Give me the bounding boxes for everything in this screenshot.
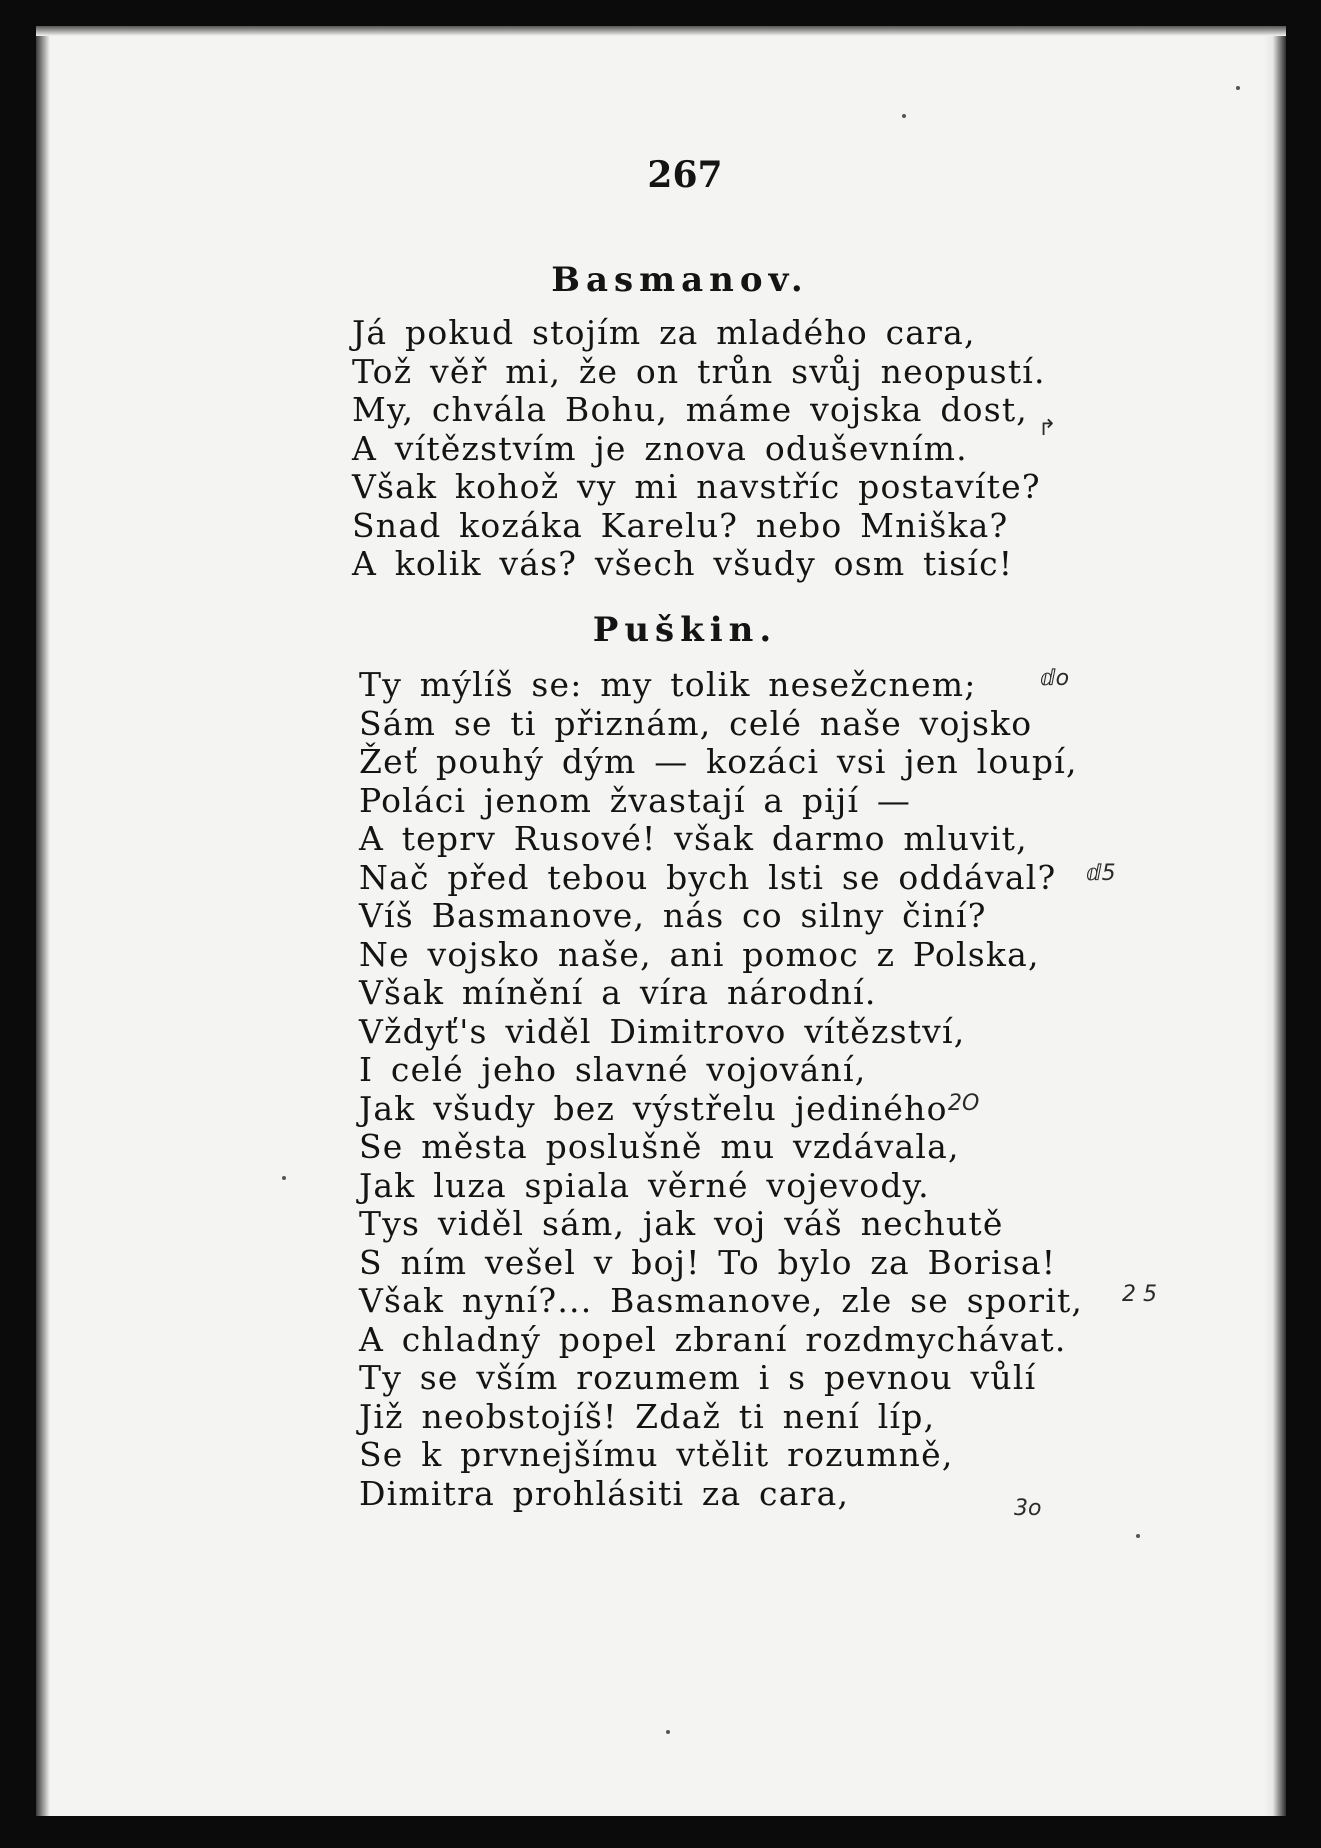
verse-line: A teprv Rusové! však darmo mluvit, bbox=[359, 819, 1028, 858]
verse-line: Žeť pouhý dým — kozáci vsi jen loupí, bbox=[359, 742, 1078, 781]
verse-line: Poláci jenom žvastají a pijí — bbox=[359, 780, 912, 820]
verse-stanza bbox=[352, 314, 1046, 584]
verse-line: Však kohož vy mi navstříc postavíte? bbox=[352, 467, 1041, 506]
verse-line: Jak všudy bez výstřelu jediného bbox=[359, 1088, 948, 1128]
paper-speck bbox=[1236, 86, 1240, 90]
verse-line: Již neobstojíš! Zdaž ti není líp, bbox=[359, 1396, 936, 1436]
margin-mark: 2O bbox=[948, 1091, 980, 1116]
verse-line: Dimitra prohlásiti za cara, bbox=[359, 1473, 850, 1513]
speaker-name: Basmanov. bbox=[551, 260, 809, 300]
verse-line: Však mínění a víra národní. bbox=[359, 973, 877, 1012]
verse-line: Se města poslušně mu vzdávala, bbox=[359, 1127, 960, 1166]
margin-mark: 2 5 bbox=[1122, 1282, 1157, 1307]
text-block bbox=[36, 26, 1286, 1816]
verse-line: Ty se vším rozumem i s pevnou vůlí bbox=[359, 1358, 1037, 1397]
verse-stanza bbox=[359, 666, 1083, 1513]
paper-speck bbox=[666, 1730, 670, 1734]
paper-sheet bbox=[36, 26, 1286, 1816]
verse-line: A chladný popel zbraní rozdmychávat. bbox=[359, 1319, 1067, 1359]
verse-line: Sám se ti přiznám, celé naše vojsko bbox=[359, 703, 1033, 743]
paper-speck bbox=[1136, 1534, 1140, 1538]
margin-mark: ⅆo bbox=[1040, 666, 1070, 691]
verse-line: Víš Basmanove, nás co silny činí? bbox=[359, 896, 987, 935]
verse-line: I celé jeho slavné vojování, bbox=[359, 1050, 867, 1089]
verse-line: Snad kozáka Karelu? nebo Mniška? bbox=[352, 505, 1009, 545]
margin-mark: 3o bbox=[1014, 1496, 1042, 1521]
verse-line: Vždyť's viděl Dimitrovo vítězství, bbox=[359, 1011, 966, 1051]
verse-line: Nač před tebou bych lsti se oddával? bbox=[359, 857, 1057, 897]
verse-line: Tys viděl sám, jak voj váš nechutě bbox=[359, 1204, 1004, 1243]
verse-line: Se k prvnejšímu vtělit rozumně, bbox=[359, 1435, 954, 1474]
paper-speck bbox=[902, 114, 906, 118]
verse-line: Ne vojsko naše, ani pomoc z Polska, bbox=[359, 934, 1040, 974]
verse-line: Já pokud stojím za mladého cara, bbox=[352, 313, 976, 352]
verse-line: Však nyní?... Basmanove, zle se sporit, bbox=[359, 1281, 1084, 1320]
page-number: 267 bbox=[647, 154, 723, 196]
margin-mark: ⅆ5 bbox=[1086, 861, 1116, 886]
verse-line: S ním vešel v boj! To bylo za Borisa! bbox=[359, 1242, 1057, 1282]
verse-line: Tož věř mi, že on trůn svůj neopustí. bbox=[352, 351, 1046, 391]
speaker-name: Puškin. bbox=[592, 610, 778, 650]
verse-line: My, chvála Bohu, máme vojska dost, bbox=[352, 390, 1028, 429]
verse-line: Ty mýlíš se: my tolik nesežcnem; bbox=[359, 665, 977, 704]
verse-line: Jak luza spiala věrné vojevody. bbox=[359, 1165, 930, 1205]
margin-mark: ↱ bbox=[1038, 416, 1057, 441]
paper-speck bbox=[282, 1176, 286, 1180]
verse-line: A kolik vás? všech všudy osm tisíc! bbox=[352, 544, 1014, 583]
verse-line: A vítězstvím je znova oduševním. bbox=[352, 428, 968, 468]
